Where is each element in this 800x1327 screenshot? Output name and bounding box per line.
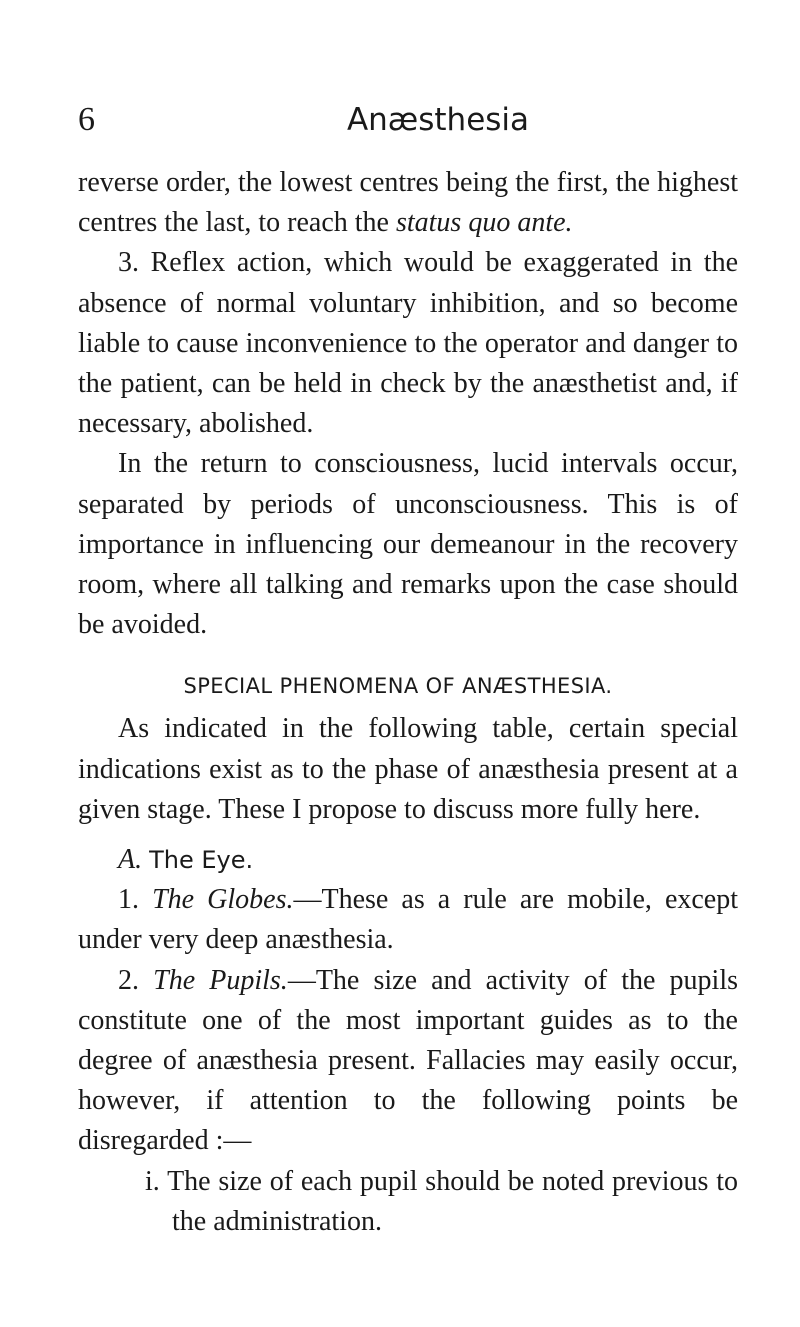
running-head: Anæsthesia bbox=[346, 102, 530, 138]
paragraph-consciousness: In the return to consciousness, lucid intervals occur, separated by periods of unconsciousness. This is of importance in influencing our demeanour in the recovery room, where all talking and remarks upon the case should be avoided. bbox=[78, 448, 738, 641]
list-item-pupils bbox=[78, 961, 738, 1162]
subsection-heading bbox=[118, 840, 738, 880]
item-title: The Pupils. bbox=[153, 964, 288, 996]
item-title: The Globes. bbox=[152, 884, 294, 916]
paragraph-reflex-action: 3. Reflex action, which would be exaggerated in the absence of normal voluntary inhibition, and so become liable to cause inconvenience to the operator and danger to the patient, can be held in check by the anæsthetist and, if necessary, abolished. bbox=[78, 247, 738, 440]
page-header bbox=[78, 96, 738, 146]
sub-list-item-pupil-size bbox=[78, 1162, 738, 1242]
item-text: —The size and activity of the pupils constitute one of the most important guides as to the degree of anæsthesia present. Fallacies may easily occur, however, if attention to the following points be disregarded :— bbox=[78, 964, 738, 1157]
page-body bbox=[78, 163, 738, 1242]
subsection-letter: A. bbox=[118, 844, 143, 876]
sub-item-text: The size of each pupil should be noted previous to the administration. bbox=[167, 1165, 738, 1237]
item-number: 2. bbox=[118, 964, 139, 996]
paragraph-continuation bbox=[78, 163, 738, 243]
sub-item-number: i. bbox=[145, 1165, 160, 1197]
item-text: —These as a rule are mobile, except under very deep anæsthesia. bbox=[78, 884, 739, 956]
subsection-label: The Eye. bbox=[149, 846, 254, 875]
item-number: 1. bbox=[118, 884, 139, 916]
paragraph-text: reverse order, the lowest centres being the first, the highest centres the last, to reach the bbox=[78, 167, 738, 239]
latin-phrase: status quo ante. bbox=[395, 207, 573, 239]
page-number: 6 bbox=[78, 101, 95, 138]
section-heading: SPECIAL PHENOMENA OF ANÆSTHESIA. bbox=[183, 674, 613, 699]
list-item-globes bbox=[78, 880, 738, 960]
paragraph-indications: As indicated in the following table, certain special indications exist as to the phase of anæsthesia present at a given stage. These I propose to discuss more fully here. bbox=[78, 713, 738, 825]
